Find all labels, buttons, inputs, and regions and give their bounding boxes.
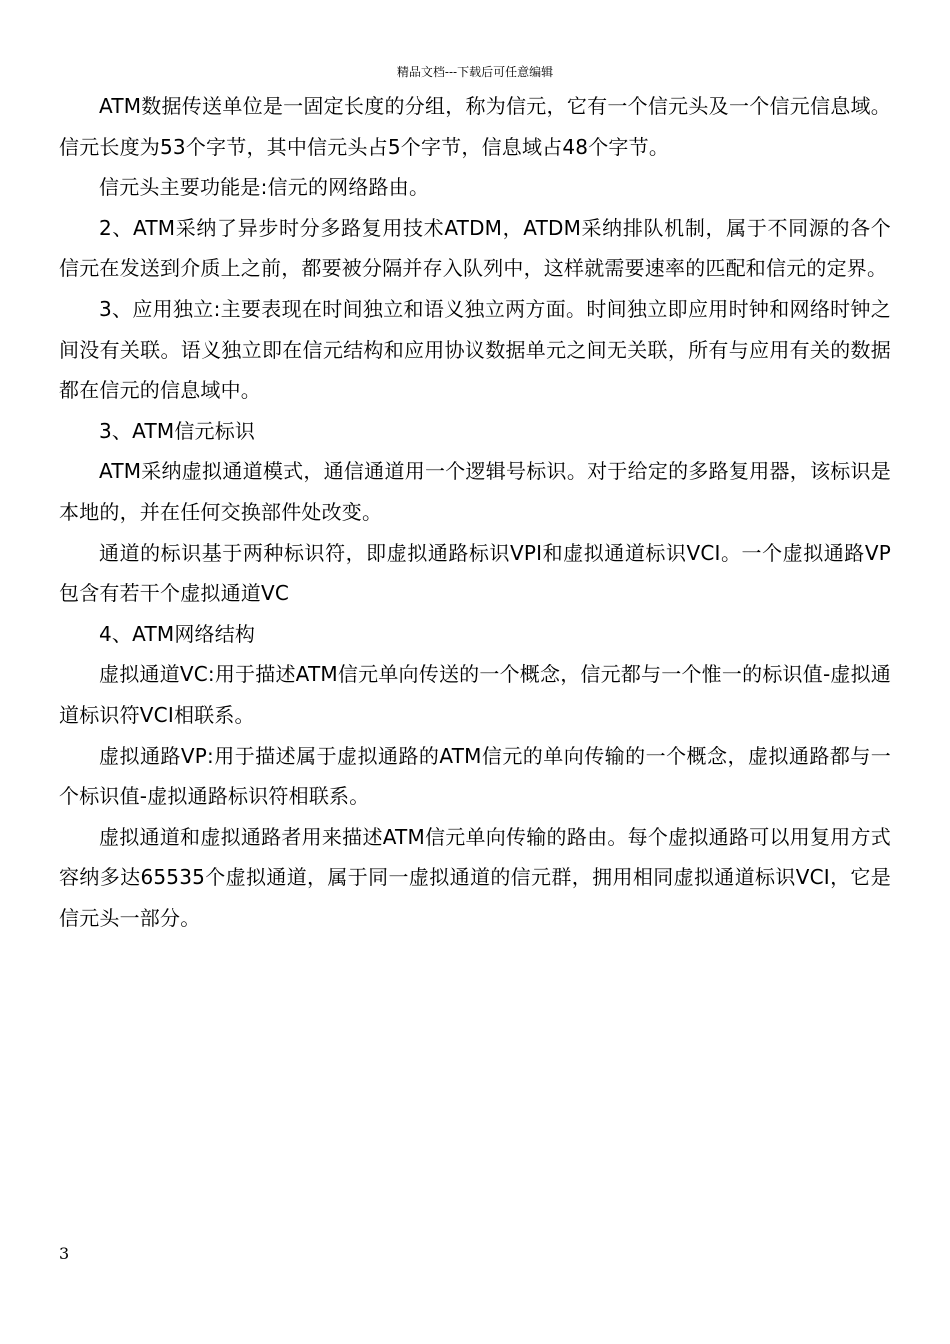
page-number: 3 xyxy=(59,1244,70,1263)
paragraph-virtual-channel-mode: ATM采纳虚拟通道模式，通信通道用一个逻辑号标识。对于给定的多路复用器，该标识是本地的，并在任何交换部件处改变。 xyxy=(59,459,891,524)
section-heading-network-structure: 4、ATM网络结构 xyxy=(99,621,256,646)
paragraph-atdm: 2、ATM采纳了异步时分多路复用技术ATDM，ATDM采纳排队机制，属于不同源的各个信元在发送到介质上之前，都要被分隔并存入队列中，这样就需要速率的匹配和信元的定界。 xyxy=(59,215,891,281)
paragraph-routing-summary: 虚拟通道和虚拟通路者用来描述ATM信元单向传输的路由。每个虚拟通路可以用复用方式容纳多达65535个虚拟通道，属于同一虚拟通道的信元群，拥用相同虚拟通道标识VCI，它是信元头一部分。 xyxy=(59,824,891,930)
document-body xyxy=(59,86,891,938)
paragraph-vpi-vci: 通道的标识基于两种标识符，即虚拟通路标识VPI和虚拟通道标识VCI。一个虚拟通路VP包含有若干个虚拟通道VC xyxy=(59,540,891,606)
paragraph-application-independence: 3、应用独立:主要表现在时间独立和语义独立两方面。时间独立即应用时钟和网络时钟之间没有关联。语义独立即在信元结构和应用协议数据单元之间无关联，所有与应用有关的数据都在信元的信息域中。 xyxy=(59,296,891,403)
paragraph-virtual-channel-vc: 虚拟通道VC:用于描述ATM信元单向传送的一个概念，信元都与一个惟一的标识值-虚拟通道标识符VCI相联系。 xyxy=(59,662,891,727)
section-heading-cell-identification: 3、ATM信元标识 xyxy=(99,418,256,443)
paragraph-cell-header-function: 信元头主要功能是:信元的网络路由。 xyxy=(99,175,430,200)
paragraph-atm-cell-definition: ATM数据传送单位是一固定长度的分组，称为信元，它有一个信元头及一个信元信息域。信元长度为53个字节，其中信元头占5个字节，信息域占48个字节。 xyxy=(59,94,891,159)
page-header: 精品文档---下载后可任意编辑 xyxy=(396,65,554,79)
paragraph-virtual-path-vp: 虚拟通路VP:用于描述属于虚拟通路的ATM信元的单向传输的一个概念，虚拟通路都与一个标识值-虚拟通路标识符相联系。 xyxy=(59,743,891,809)
